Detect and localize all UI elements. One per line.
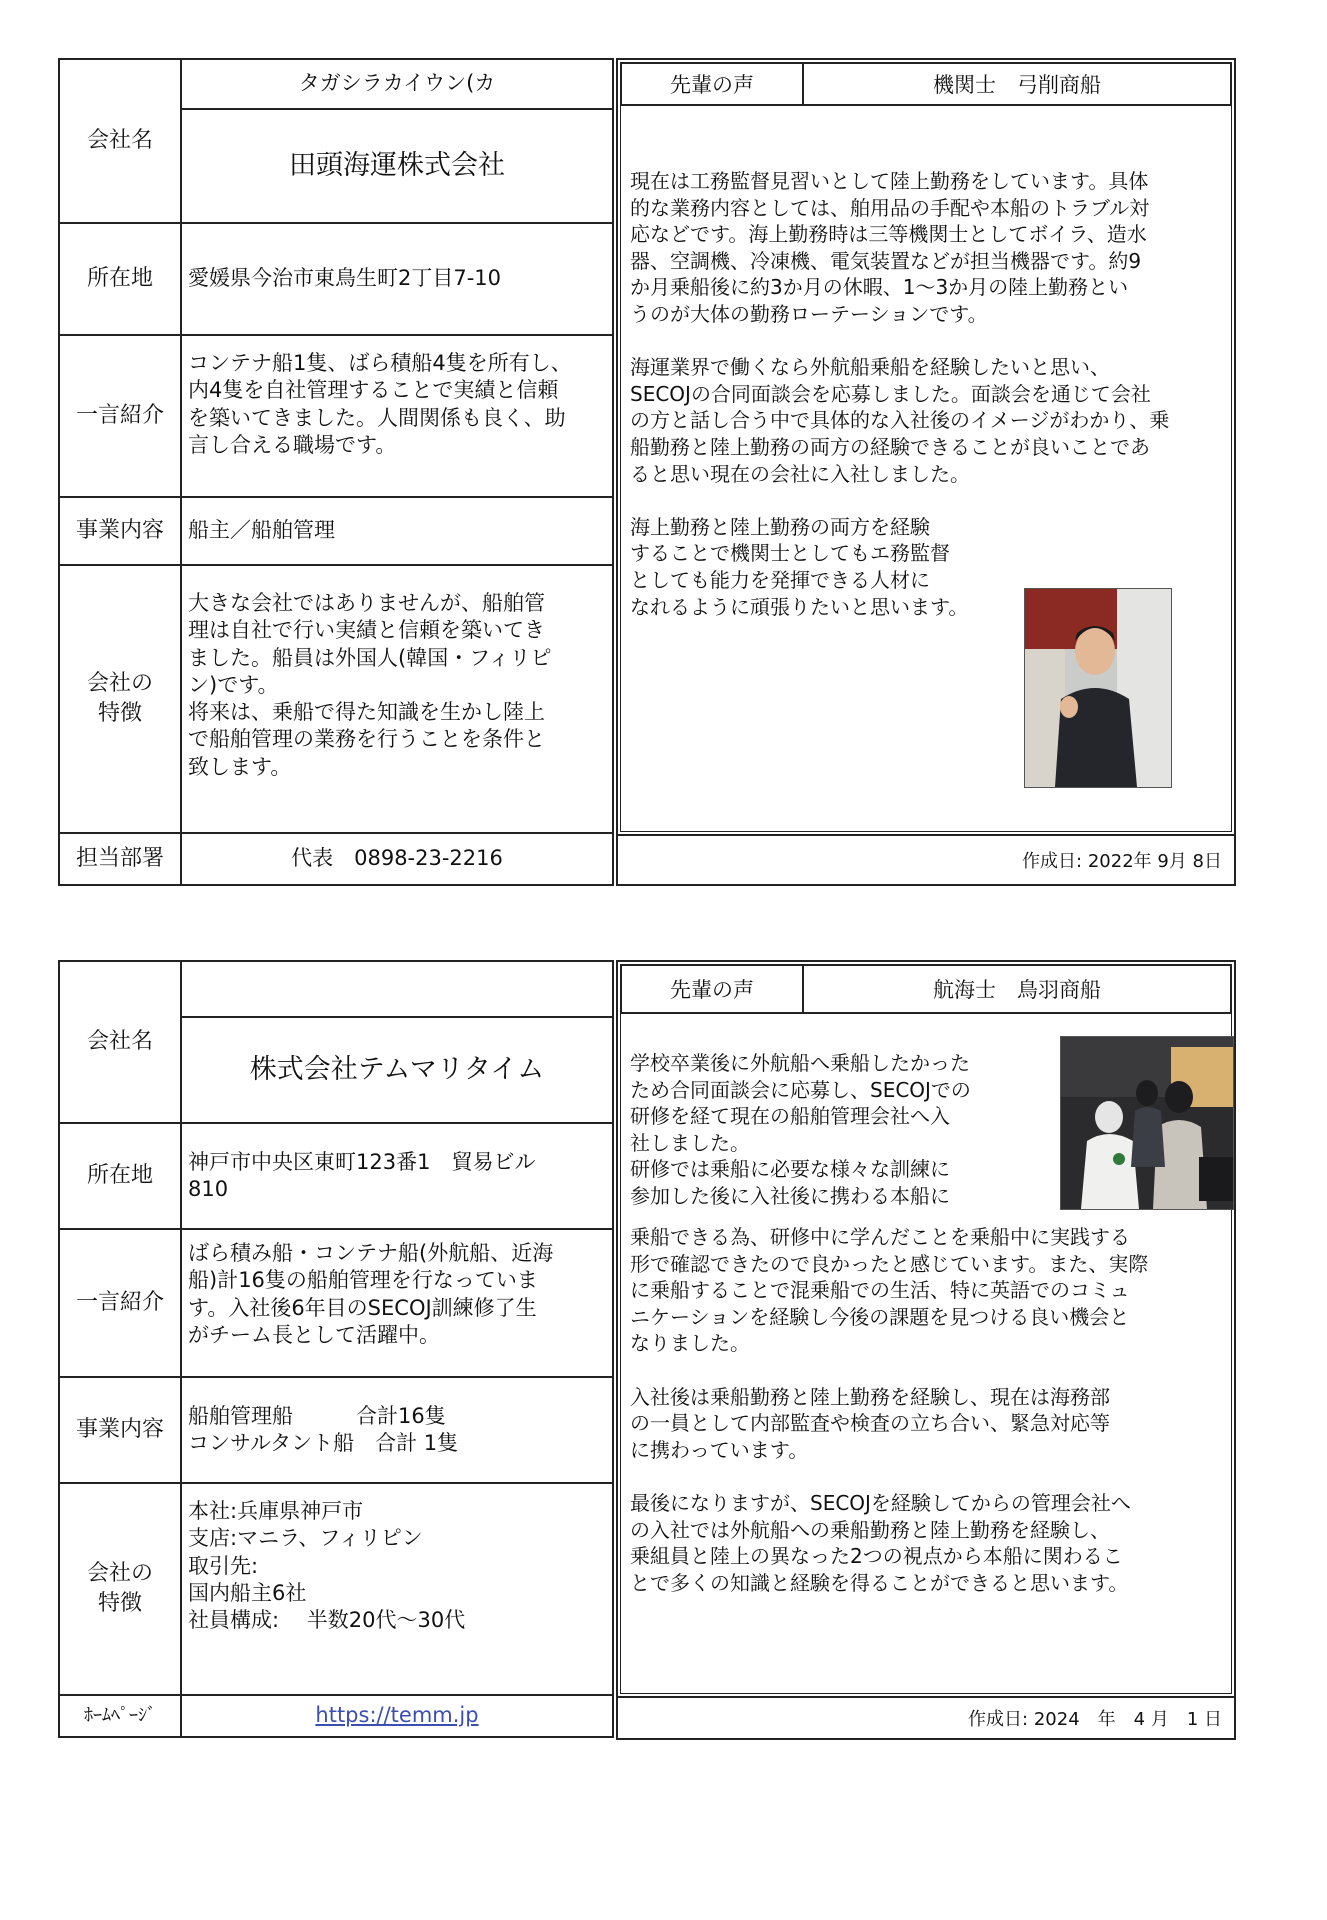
senpai-voice-text: 乗船できる為、研修中に学んだことを乗船中に実践する 形で確認できたので良かったと感じています。また、実際 に乗船することで混乗船での生活、特に英語でのコミュ ニケーションを経験し今後の課題を見つける良い機会と なりました。 入社後は乗船勤務と陸上勤務を経験し、現在は海務部 の一員として内部監査や検査の立ち合い、緊急対応等 に携わっています。 最後になりますが、SECOJを経験してからの管理会社へ の入社では外航船への乗船勤務と陸上勤務を経験し、 乗組員と陸上の異なった2つの視点から本船に関わるこ とで多くの知識と経験を得ることができると思います。 <box>630 1225 1149 1595</box>
homepage-cell <box>180 1694 614 1738</box>
intro-label: 一言紹介 <box>58 334 182 498</box>
features-label: 会社の 特徴 <box>58 1482 182 1696</box>
company-name: 田頭海運株式会社 <box>180 108 614 224</box>
address-value: 神戸市中央区東町123番1 貿易ビル 810 <box>180 1122 614 1230</box>
intro-value: ばら積み船・コンテナ船(外航船、近海 船)計16隻の船舶管理を行なっていま す。入社後6年目のSECOJ訓練修了生 がチーム長として活躍中。 <box>180 1228 614 1378</box>
company-name: 株式会社テムマリタイム <box>180 1016 614 1124</box>
contact-value: 代表 0898-23-2216 <box>180 832 614 886</box>
employee-photo-1 <box>1024 588 1172 788</box>
address-label: 所在地 <box>58 222 182 336</box>
company-kana: タガシラカイウン(カ <box>180 58 614 110</box>
address-label: 所在地 <box>58 1122 182 1230</box>
homepage-link[interactable]: https://temm.jp <box>315 1703 479 1728</box>
company-card-2 <box>58 960 1236 1740</box>
created-date: 作成日: 2024 年 4 月 1 日 <box>616 1696 1236 1740</box>
features-value: 本社:兵庫県神戸市 支店:マニラ、フィリピン 取引先: 国内船主6社 社員構成: 半数20代～30代 <box>180 1482 614 1696</box>
senpai-label: 先輩の声 <box>620 62 804 106</box>
company-name-label: 会社名 <box>58 58 182 224</box>
senpai-label: 先輩の声 <box>620 964 804 1014</box>
homepage-label: ﾎｰﾑﾍﾟｰｼﾞ <box>58 1694 182 1738</box>
business-label: 事業内容 <box>58 496 182 566</box>
company-kana <box>180 960 614 1018</box>
features-value: 大きな会社ではありませんが、船舶管 理は自社で行い実績と信頼を築いてき ました。船員は外国人(韓国・フィリピ ン)です。 将来は、乗船で得た知識を生かし陸上 で船舶管理の業務を行うことを条件と 致します。 <box>180 564 614 834</box>
created-date: 作成日: 2022年 9月 8日 <box>616 834 1236 886</box>
address-value: 愛媛県今治市東鳥生町2丁目7-10 <box>180 222 614 336</box>
intro-value: コンテナ船1隻、ばら積船4隻を所有し、 内4隻を自社管理することで実績と信頼 を築いてきました。人間関係も良く、助 言し合える職場です。 <box>180 334 614 498</box>
senpai-name: 航海士 鳥羽商船 <box>802 964 1232 1014</box>
senpai-voice-intro: 学校卒業後に外航船へ乗船したかった ため合同面談会に応募し、SECOJでの 研修を経て現在の船舶管理会社へ入 社しました。 研修では乗船に必要な様々な訓練に 参加した後に入社後に携わる本船に <box>630 1051 971 1208</box>
business-value: 船主／船舶管理 <box>180 496 614 566</box>
contact-label: 担当部署 <box>58 832 182 886</box>
employee-photo-2 <box>1060 1036 1234 1210</box>
business-label: 事業内容 <box>58 1376 182 1484</box>
company-name-label: 会社名 <box>58 960 182 1124</box>
intro-label: 一言紹介 <box>58 1228 182 1378</box>
senpai-name: 機関士 弓削商船 <box>802 62 1232 106</box>
company-card-1 <box>58 58 1236 888</box>
business-value: 船舶管理船 合計16隻 コンサルタント船 合計 1隻 <box>180 1376 614 1484</box>
features-label: 会社の 特徴 <box>58 564 182 834</box>
senpai-voice-text: 現在は工務監督見習いとして陸上勤務をしています。具体 的な業務内容としては、舶用品の手配や本船のトラブル対 応などです。海上勤務時は三等機関士としてボイラ、造水 器、空調機、冷凍機、電気装置などが担当機器です。約9 か月乗船後に約3か月の休暇、1～3か月の陸上勤務とい うのが大体の勤務ローテーションです。 海運業界で働くなら外航船乗船を経験したいと思い、 SECOJの合同面談会を応募しました。面談会を通じて会社 の方と話し合う中で具体的な入社後のイメージがわかり、乗 船勤務と陸上勤務の両方の経験できることが良いことであ ると思い現在の会社に入社しました。 海上勤務と陸上勤務の両方を経験 することで機関士としてもエ務監督 としても能力を発揮できる人材に なれるように頑張りたいと思います。 <box>630 169 1170 619</box>
